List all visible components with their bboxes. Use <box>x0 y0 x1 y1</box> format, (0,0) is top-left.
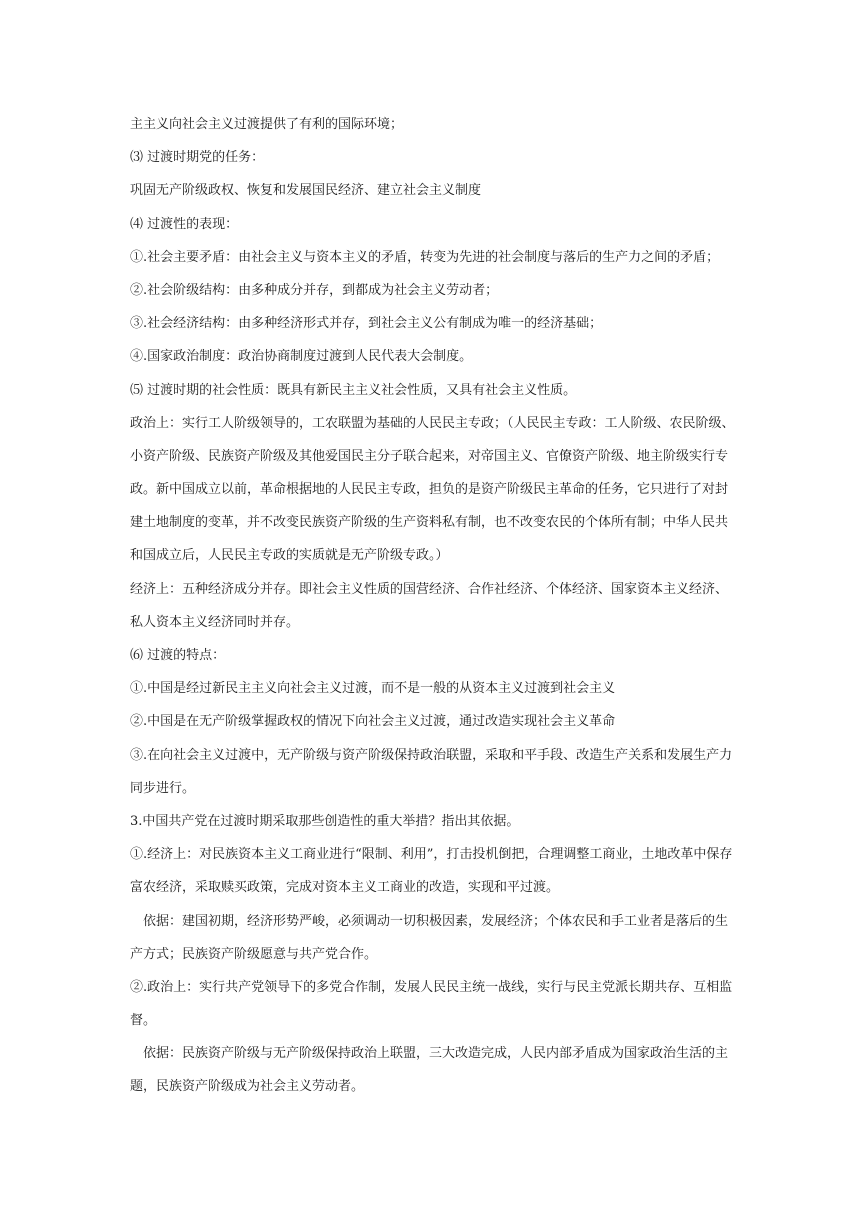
text-line: 经济上：五种经济成分并存。即社会主义性质的国营经济、合作社经济、个体经济、国家资本主义经济、 <box>130 581 729 597</box>
text-line: 私人资本主义经济同时并存。 <box>130 614 300 630</box>
text-line: 督。 <box>130 1013 157 1029</box>
text-line: 建土地制度的变革，并不改变民族资产阶级的生产资料私有制，也不改变农民的个体所有制；中华人民共 <box>130 515 729 531</box>
list-item: ②.社会阶级结构：由多种成分并存，到都成为社会主义劳动者； <box>130 282 499 298</box>
list-item: ②.中国是在无产阶级掌握政权的情况下向社会主义过渡，通过改造实现社会主义革命 <box>130 714 616 730</box>
text-line: 巩固无产阶级政权、恢复和发展国民经济、建立社会主义制度 <box>130 183 482 199</box>
section-heading: ⑷ 过渡性的表现： <box>130 216 239 232</box>
text-line: 同步进行。 <box>130 780 196 796</box>
list-item: ③.在向社会主义过渡中，无产阶级与资产阶级保持政治联盟，采取和平手段、改造生产关系和发展生产力 <box>130 747 733 763</box>
list-item: ①.经济上：对民族资本主义工商业进行“限制、利用”，打击投机倒把，合理调整工商业，土地改革中保存 <box>130 847 733 863</box>
list-item: ①.社会主要矛盾：由社会主义与资本主义的矛盾，转变为先进的社会制度与落后的生产力之间的矛盾； <box>130 249 720 265</box>
text-line: 主主义向社会主义过渡提供了有利的国际环境； <box>130 117 404 132</box>
text-line: 题，民族资产阶级成为社会主义劳动者。 <box>130 1079 365 1095</box>
text-line: 产方式；民族资产阶级愿意与共产党合作。 <box>130 946 378 962</box>
list-item: ④.国家政治制度：政治协商制度过渡到人民代表大会制度。 <box>130 349 473 365</box>
text-line: 和国成立后，人民民主专政的实质就是无产阶级专政。） <box>130 548 449 564</box>
text-line: 政。新中国成立以前，革命根据地的人民民主专政，担负的是资产阶级民主革命的任务，它只进行了对封 <box>130 482 729 498</box>
section-heading: ⑸ 过渡时期的社会性质：既具有新民主主义社会性质，又具有社会主义性质。 <box>130 382 577 398</box>
basis-paragraph: 依据：建国初期，经济形势严峻，必须调动一切积极因素，发展经济；个体农民和手工业者是落后的生 <box>143 913 729 929</box>
section-heading: ⑹ 过渡的特点： <box>130 648 226 663</box>
list-item: ②.政治上：实行共产党领导下的多党合作制，发展人民民主统一战线，实行与民主党派长期共存、互相监 <box>130 979 733 995</box>
basis-paragraph: 依据：民族资产阶级与无产阶级保持政治上联盟，三大改造完成，人民内部矛盾成为国家政治生活的主 <box>143 1046 729 1062</box>
question-heading: 3.中国共产党在过渡时期采取那些创造性的重大举措？指出其依据。 <box>130 813 520 829</box>
document-body <box>130 108 735 1104</box>
list-item: ③.社会经济结构：由多种经济形式并存，到社会主义公有制成为唯一的经济基础； <box>130 316 603 332</box>
list-item: ①.中国是经过新民主主义向社会主义过渡，而不是一般的从资本主义过渡到社会主义 <box>130 681 616 697</box>
section-heading: ⑶ 过渡时期党的任务： <box>130 150 265 166</box>
text-line: 政治上：实行工人阶级领导的，工农联盟为基础的人民民主专政；（人民民主专政：工人阶级、农民阶级、 <box>130 415 735 431</box>
text-line: 富农经济，采取赎买政策，完成对资本主义工商业的改造，实现和平过渡。 <box>130 880 560 896</box>
text-line: 小资产阶级、民族资产阶级及其他爱国民主分子联合起来，对帝国主义、官僚资产阶级、地主阶级实行专 <box>130 448 729 464</box>
